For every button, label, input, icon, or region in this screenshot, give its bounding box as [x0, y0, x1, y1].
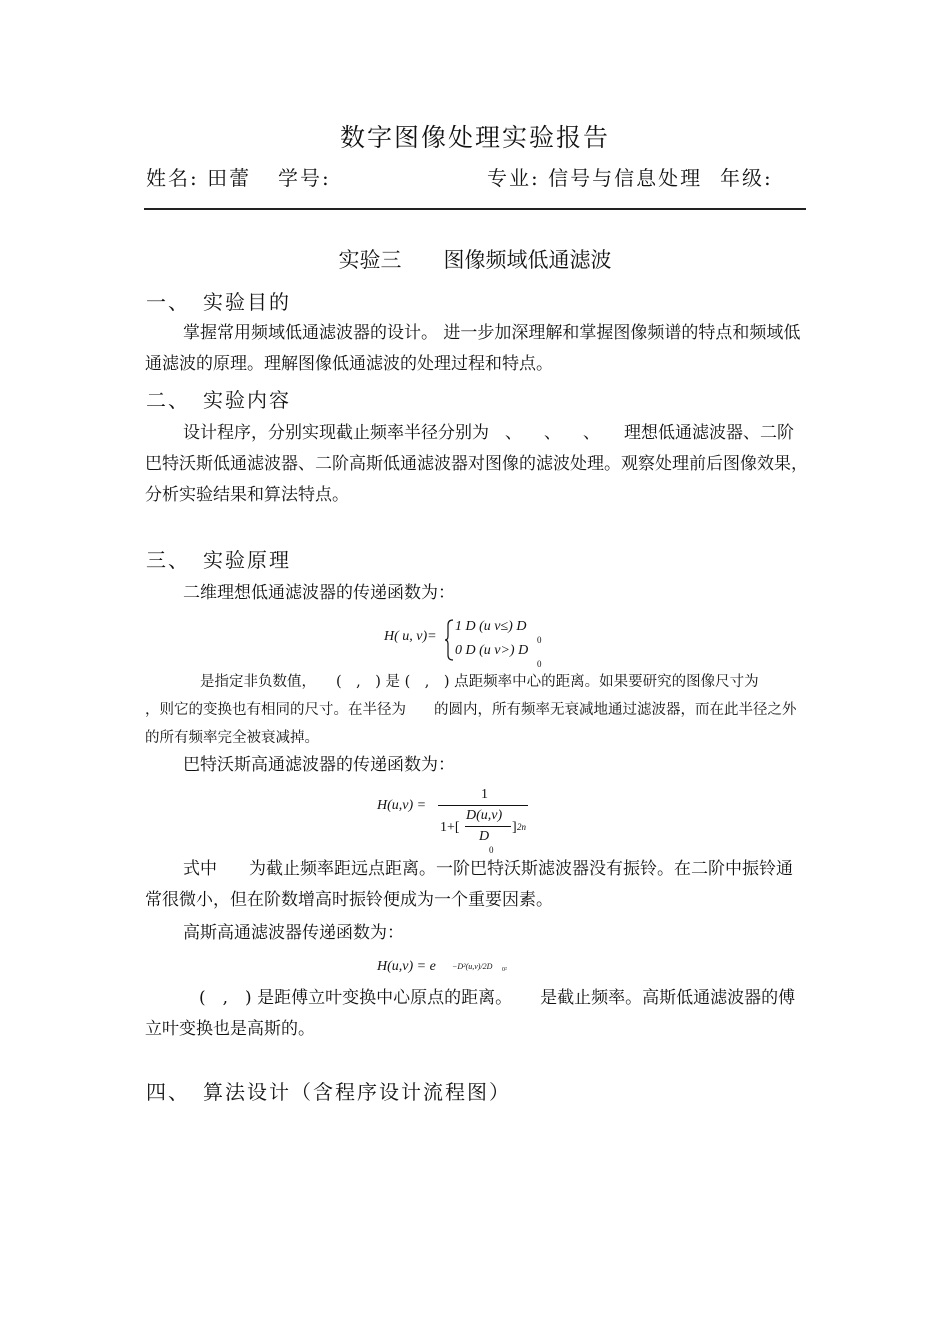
- ideal-formula-lhs: H( u, v)=: [384, 629, 437, 644]
- radius-separator-2: 、: [544, 423, 561, 443]
- ideal-desc-d: 的圆内，所有频率无衰减地通过滤波器，而在此半径之外的所有频率完全被衰减掉。: [145, 702, 797, 746]
- header-divider: [144, 208, 806, 210]
- butterworth-inner-line: [465, 826, 511, 827]
- ideal-filter-intro: 二维理想低通滤波器的传递函数为：: [183, 583, 455, 603]
- report-title: 数字图像处理实验报告: [339, 123, 610, 152]
- butter-desc-b: 为截止频率距远点距离。一阶巴特沃斯滤波器没有振铃。在二阶中振铃通常很微小，但在阶数增高时振铃便成为一个重要因素。: [145, 859, 793, 910]
- butterworth-den-a: 1+[: [440, 820, 460, 835]
- section-2-text-b: 理想低通滤波器、二阶巴特沃斯低通滤波器、二阶高斯低通滤波器对图像的滤波处理。观察处理前后图像效果，分析实验结果和算法特点。: [145, 423, 808, 505]
- butterworth-lhs: H(u,v) =: [377, 798, 427, 813]
- section-2-title: 实验内容: [203, 388, 291, 412]
- ideal-desc-c: ，则它的变换也有相同的尺寸。在半径为: [145, 702, 406, 718]
- grade-label: 年级:: [720, 166, 773, 190]
- section-1-text: 掌握常用频域低通滤波器的设计。 进一步加深理解和掌握图像频谱的特点和频域低通滤波的原理。理解图像低通滤波的处理过程和特点。: [145, 323, 801, 374]
- student-id-label: 学号:: [278, 166, 331, 190]
- butterworth-den-b: ]: [512, 820, 517, 835]
- butterworth-numerator: 1: [481, 787, 488, 802]
- ideal-formula-sub-2: 0: [537, 659, 542, 669]
- section-3-heading: [146, 544, 291, 573]
- butterworth-intro: 巴特沃斯高通滤波器的传递函数为：: [183, 755, 455, 775]
- ideal-filter-description: [145, 668, 809, 752]
- name-label: 姓名: 田蕾: [146, 166, 252, 190]
- experiment-title: 实验三 图像频域低通滤波: [338, 248, 612, 272]
- butterworth-d0: D: [479, 829, 490, 844]
- section-1-title: 实验目的: [203, 290, 291, 314]
- section-2-text: [145, 418, 809, 511]
- gaussian-intro: 高斯高通滤波器传递函数为：: [183, 923, 404, 943]
- butterworth-description: [145, 854, 809, 916]
- gauss-desc-b: 是截止频率。高斯低通滤波器的傅立叶变换也是高斯的。: [145, 988, 796, 1039]
- left-brace: [445, 619, 455, 661]
- gaussian-exponent-sub: 0²: [502, 967, 507, 973]
- ideal-desc-a: 是指定非负数值，: [200, 674, 316, 690]
- ideal-desc-b: ( , ) 是 ( , ) 点距频率中心的距离。如果要研究的图像尺寸为: [336, 674, 759, 690]
- butter-desc-a: 式中: [183, 859, 217, 879]
- butterworth-d0-sub: 0: [489, 845, 494, 855]
- section-3-title: 实验原理: [203, 548, 291, 572]
- section-3-number: 三、: [146, 548, 190, 572]
- ideal-formula-sub-1: 0: [537, 635, 542, 645]
- major-label: 专业: 信号与信息处理: [487, 166, 703, 190]
- gaussian-lhs: H(u,v) = e: [377, 959, 436, 974]
- section-2-number: 二、: [146, 388, 190, 412]
- section-1-heading: [146, 286, 291, 315]
- butterworth-exponent: 2n: [517, 822, 526, 832]
- section-1-number: 一、: [146, 290, 190, 314]
- section-4-heading: [146, 1076, 511, 1105]
- section-2-heading: [146, 384, 291, 413]
- section-4-number: 四、: [146, 1080, 190, 1104]
- section-2-text-a: 设计程序，分别实现截止频率半径分别为: [183, 423, 489, 443]
- ideal-formula-row-2: 0 D (u v>) D: [455, 643, 529, 658]
- gaussian-exponent: −D²(u,v)/2D: [452, 962, 493, 971]
- radius-separator-3: 、: [583, 423, 600, 443]
- radius-separator-1: 、: [505, 423, 522, 443]
- gaussian-description: [145, 983, 809, 1045]
- ideal-formula-row-1: 1 D (u v≤) D: [455, 619, 527, 634]
- butterworth-fraction-line: [438, 805, 528, 806]
- gauss-desc-a: ( , ) 是距傅立叶变换中心原点的距离。: [199, 988, 513, 1008]
- butterworth-den-fraction: D(u,v): [466, 808, 503, 823]
- section-4-title: 算法设计（含程序设计流程图）: [203, 1080, 511, 1104]
